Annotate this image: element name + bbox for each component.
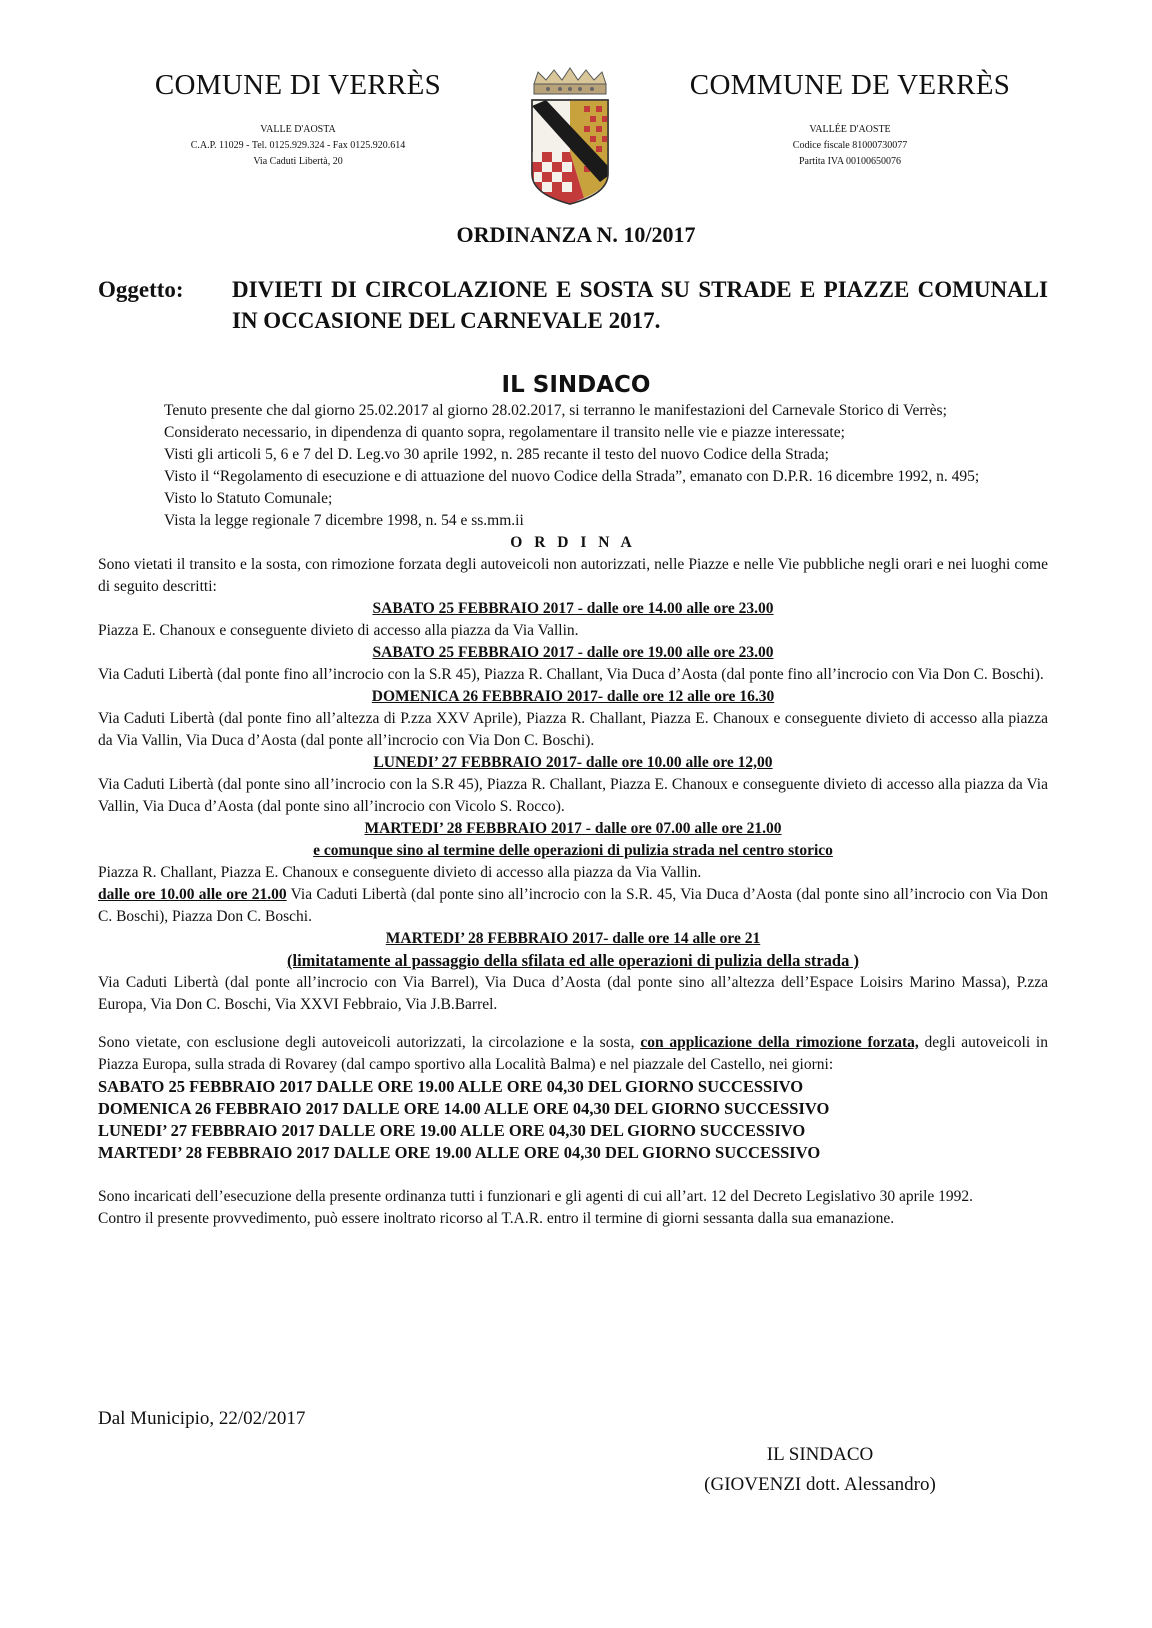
date-line: Dal Municipio, 22/02/2017 (98, 1408, 306, 1429)
section-text: Via Caduti Libertà (dal ponte sino all’incrocio con la S.R 45), Piazza R. Challant, Piazza E. Chanoux e conseguente divieto di accesso alla piazza da Via Vallin, Via Duca d’Aosta (dal ponte sino all’incrocio con Vicolo S. Rocco). (98, 776, 1048, 815)
crown-icon (534, 68, 606, 94)
section-text (98, 884, 1048, 928)
closing-paragraph: Sono incaricati dell’esecuzione della presente ordinanza tutti i funzionari e gli agenti di cui all’art. 12 del Decreto Legislativo 30 aprile 1992. (98, 1188, 974, 1205)
premise-paragraph: Considerato necessario, in dipendenza di quanto sopra, regolamentare il transito nelle vie e piazze interessate; (164, 424, 845, 441)
section-text: Via Caduti Libertà (dal ponte all’incrocio con Via Barrel), Via Duca d’Aosta (dal ponte sino all’altezza dell’Espace Loisirs Marino Massa), P.zza Europa, Via Don C. Boschi, Via XXVI Febbraio, Via J.B.Barrel. (98, 974, 1048, 1013)
section-heading: LUNEDI’ 27 FEBBRAIO 2017- dalle ore 10.00 alle ore 12,00 (373, 754, 773, 771)
section-text-rest: Via Caduti Libertà (dal ponte sino all’incrocio con la S.R. 45, Via Duca d’Aosta (dal ponte sino all’incrocio con Via Don C. Boschi), Piazza Don C. Boschi. (98, 886, 1048, 925)
municipal-coat-of-arms-icon (524, 66, 616, 208)
subject-text: DIVIETI DI CIRCOLAZIONE E SOSTA SU STRADE E PIAZZE COMUNALI IN OCCASIONE DEL CARNEVALE 2017. (232, 277, 1048, 333)
premise-paragraph: Visti gli articoli 5, 6 e 7 del D. Leg.vo 30 aprile 1992, n. 285 recante il testo del nuovo Codice della Strada; (164, 446, 829, 463)
day-line: MARTEDI’ 28 FEBBRAIO 2017 DALLE ORE 19.00 ALLE ORE 04,30 DEL GIORNO SUCCESSIVO (98, 1143, 821, 1162)
days-list (98, 1076, 1048, 1164)
header-left-line: Via Caduti Libertà, 20 (253, 156, 343, 167)
section-heading: MARTEDI’ 28 FEBBRAIO 2017 - dalle ore 07.00 alle ore 21.00 (364, 820, 782, 837)
header-right-line: Partita IVA 00100650076 (798, 156, 902, 167)
day-line: SABATO 25 FEBBRAIO 2017 DALLE ORE 19.00 ALLE ORE 04,30 DEL GIORNO SUCCESSIVO (98, 1077, 804, 1096)
section-subheading: (limitatamente al passaggio della sfilata ed alle operazioni di pulizia della strada ) (287, 951, 859, 970)
municipality-name-fr: COMMUNE DE VERRÈS (689, 69, 1011, 101)
section-heading: SABATO 25 FEBBRAIO 2017 - dalle ore 14.00 alle ore 23.00 (372, 600, 774, 617)
signature-title: IL SINDACO (766, 1444, 874, 1465)
premise-paragraph: Visto lo Statuto Comunale; (164, 490, 333, 507)
section-subheading: e comunque sino al termine delle operazioni di pulizia strada nel centro storico (313, 842, 833, 859)
second-order-paragraph: Sono vietate, con esclusione degli autoveicoli autorizzati, la circolazione e la sosta, con applicazione della rimozione forzata, degli autoveicoli in Piazza Europa, sulla strada di Rovarey (dal campo sportivo alla Località Balma) e nel piazzale del Castello, nei giorni: (98, 1034, 1048, 1073)
day-line: LUNEDI’ 27 FEBBRAIO 2017 DALLE ORE 19.00 ALLE ORE 04,30 DEL GIORNO SUCCESSIVO (98, 1121, 806, 1140)
section-heading: DOMENICA 26 FEBBRAIO 2017- dalle ore 12 alle ore 16.30 (371, 688, 775, 705)
document-body (98, 400, 1048, 1230)
mayor-heading: IL SINDACO (501, 372, 651, 398)
header-right-line: Codice fiscale 81000730077 (792, 140, 908, 151)
ordina-heading: O R D I N A (510, 534, 636, 551)
section-text: Piazza R. Challant, Piazza E. Chanoux e conseguente divieto di accesso alla piazza da Via Vallin. (98, 864, 702, 881)
ordinance-title: ORDINANZA N. 10/2017 (456, 222, 696, 247)
section-text: Via Caduti Libertà (dal ponte fino all’altezza di P.zza XXV Aprile), Piazza R. Challant, Piazza E. Chanoux e conseguente divieto di accesso alla piazza da Via Vallin, Via Duca d’Aosta (dal ponte all’incrocio con Via Don C. Boschi). (98, 710, 1048, 749)
section-text: Piazza E. Chanoux e conseguente divieto di accesso alla piazza da Via Vallin. (98, 622, 579, 639)
time-range-prefix: dalle ore 10.00 alle ore 21.00 (98, 886, 287, 903)
header-right-line: VALLÉE D'AOSTE (809, 124, 891, 135)
header-left-line: VALLE D'AOSTA (260, 124, 336, 135)
section-heading: SABATO 25 FEBBRAIO 2017 - dalle ore 19.00 alle ore 23.00 (372, 644, 774, 661)
forced-removal-emphasis: con applicazione della rimozione forzata, (640, 1034, 919, 1051)
signature-name: (GIOVENZI dott. Alessandro) (704, 1474, 936, 1495)
header-left (98, 68, 498, 169)
section-text: Via Caduti Libertà (dal ponte fino all’incrocio con la S.R 45), Piazza R. Challant, Via Duca d’Aosta (dal ponte fino all’incrocio con Via Don C. Boschi). (98, 666, 1044, 683)
premise-paragraph: Vista la legge regionale 7 dicembre 1998, n. 54 e ss.mm.ii (164, 512, 524, 529)
ordina-intro: Sono vietati il transito e la sosta, con rimozione forzata degli autoveicoli non autorizzati, nelle Piazze e nelle Vie pubbliche negli orari e nei luoghi come di seguito descritti: (98, 556, 1048, 595)
signature-block (640, 1440, 1000, 1500)
closing-paragraph: Contro il presente provvedimento, può essere inoltrato ricorso al T.A.R. entro il termine di giorni sessanta dalla sua emanazione. (98, 1210, 895, 1227)
header-left-line: C.A.P. 11029 - Tel. 0125.929.324 - Fax 0125.920.614 (190, 140, 406, 151)
premise-paragraph: Visto il “Regolamento di esecuzione e di attuazione del nuovo Codice della Strada”, emanato con D.P.R. 16 dicembre 1992, n. 495; (164, 468, 980, 485)
municipality-name-it: COMUNE DI VERRÈS (154, 69, 442, 101)
day-line: DOMENICA 26 FEBBRAIO 2017 DALLE ORE 14.00 ALLE ORE 04,30 DEL GIORNO SUCCESSIVO (98, 1099, 830, 1118)
section-heading: MARTEDI’ 28 FEBBRAIO 2017- dalle ore 14 alle ore 21 (385, 930, 761, 947)
subject-label: Oggetto: (98, 277, 184, 302)
shield-icon (532, 100, 608, 204)
premise-paragraph: Tenuto presente che dal giorno 25.02.2017 al giorno 28.02.2017, si terranno le manifestazioni del Carnevale Storico di Verrès; (164, 402, 947, 419)
header-right (650, 68, 1050, 169)
